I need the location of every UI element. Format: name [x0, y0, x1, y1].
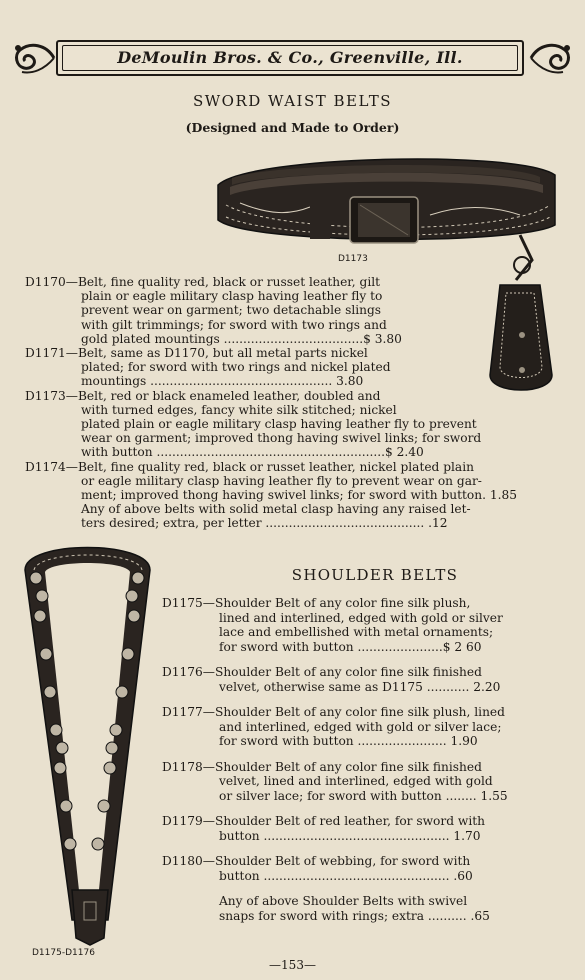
entry-line: with gilt trimmings; for sword with two rings and — [81, 317, 387, 332]
entry-d1170 — [25, 275, 445, 346]
left-ornament-icon — [10, 38, 56, 78]
entry-line: prevent wear on garment; two detachable slings — [81, 303, 382, 318]
entry-d1173 — [25, 389, 555, 460]
page-number: —153— — [269, 958, 316, 972]
entry-line: gold plated mountings ....................................$ 3.80 — [81, 331, 402, 346]
entry-line: plated plain or eagle military clasp having leather fly to prevent — [81, 417, 477, 432]
entry-line: ters desired; extra, per letter ......................................... .12 — [81, 516, 448, 531]
entry-line: Any of above Shoulder Belts with swivel — [219, 894, 468, 908]
shoulder-belt-entries — [162, 596, 566, 934]
entry-d1177 — [162, 705, 566, 749]
entry-line: wear on garment; improved thong having swivel links; for sword — [81, 431, 482, 446]
entry-line: velvet, otherwise same as D1175 ........... 2.20 — [219, 679, 501, 694]
entry-line: for sword with button ....................... 1.90 — [219, 734, 478, 748]
entry-line: D1180—Shoulder Belt of webbing, for sword with — [162, 854, 471, 868]
entry-line: snaps for sword with rings; extra .......... .65 — [219, 908, 490, 923]
entry-line: D1174—Belt, fine quality red, black or russet leather, nickel plated plain — [25, 459, 474, 474]
entry-line: and interlined, edged with gold or silver lace; — [219, 719, 502, 734]
entry-line: D1173—Belt, red or black enameled leather, doubled and — [25, 388, 381, 403]
entry-line: button ................................................ .60 — [219, 868, 473, 883]
waist-belt-entries — [25, 275, 555, 531]
entry-line: D1177—Shoulder Belt of any color fine silk plush, lined — [162, 705, 505, 719]
entry-line: ment; improved thong having swivel links; for sword with button. 1.85 — [81, 488, 517, 503]
entry-line: plated; for sword with two rings and nickel plated — [81, 360, 391, 375]
section-title-shoulder-belts: SHOULDER BELTS — [291, 566, 459, 584]
entry-d1176 — [162, 665, 566, 694]
entry-line: lined and interlined, edged with gold or silver — [219, 610, 503, 625]
entry-line: D1179—Shoulder Belt of red leather, for sword with — [162, 814, 485, 828]
entry-line: velvet, lined and interlined, edged with gold — [219, 774, 493, 788]
entry-d1174 — [25, 460, 555, 531]
section-title-waist-belts: SWORD WAIST BELTS — [192, 92, 393, 110]
entry-line: or silver lace; for sword with button ........ 1.55 — [219, 788, 508, 803]
entry-d1179 — [162, 814, 566, 843]
shoulder-belt-illustration — [20, 530, 155, 950]
banner-text: DeMoulin Bros. & Co., Greenville, Ill. — [117, 48, 463, 67]
entry-line: plain or eagle military clasp having leather fly to — [81, 289, 383, 304]
entry-d1171 — [25, 346, 445, 389]
entry-line: lace and embellished with metal ornaments; — [219, 625, 494, 639]
right-ornament-icon — [529, 38, 575, 78]
entry-d1180 — [162, 854, 566, 883]
header-banner — [56, 40, 524, 76]
entry-line: with turned edges, fancy white silk stitched; nickel — [81, 402, 397, 417]
entry-line: for sword with button ......................$ 2 60 — [219, 639, 482, 654]
entry-swivel-extra — [162, 894, 566, 923]
entry-line: D1176—Shoulder Belt of any color fine silk finished — [162, 665, 482, 679]
section-subtitle: (Designed and Made to Order) — [185, 120, 400, 135]
entry-d1178 — [162, 760, 566, 804]
entry-line: D1178—Shoulder Belt of any color fine silk finished — [162, 759, 482, 774]
entry-line: D1170—Belt, fine quality red, black or russet leather, gilt — [25, 275, 381, 289]
entry-line: mountings ............................................... 3.80 — [81, 374, 364, 389]
entry-line: with button ...........................................................$ 2.40 — [81, 445, 424, 460]
entry-line: or eagle military clasp having leather fly to prevent wear on gar- — [81, 473, 482, 488]
entry-d1175 — [162, 596, 566, 654]
figure-label-d1175-d1176: D1175-D1176 — [32, 948, 95, 958]
figure-label-d1173: D1173 — [338, 254, 368, 264]
entry-line: D1175—Shoulder Belt of any color fine silk plush, — [162, 596, 471, 610]
entry-line: D1171—Belt, same as D1170, but all metal parts nickel — [25, 346, 368, 361]
entry-line: Any of above belts with solid metal clasp having any raised let- — [81, 502, 471, 517]
entry-line: button ................................................ 1.70 — [219, 828, 481, 843]
